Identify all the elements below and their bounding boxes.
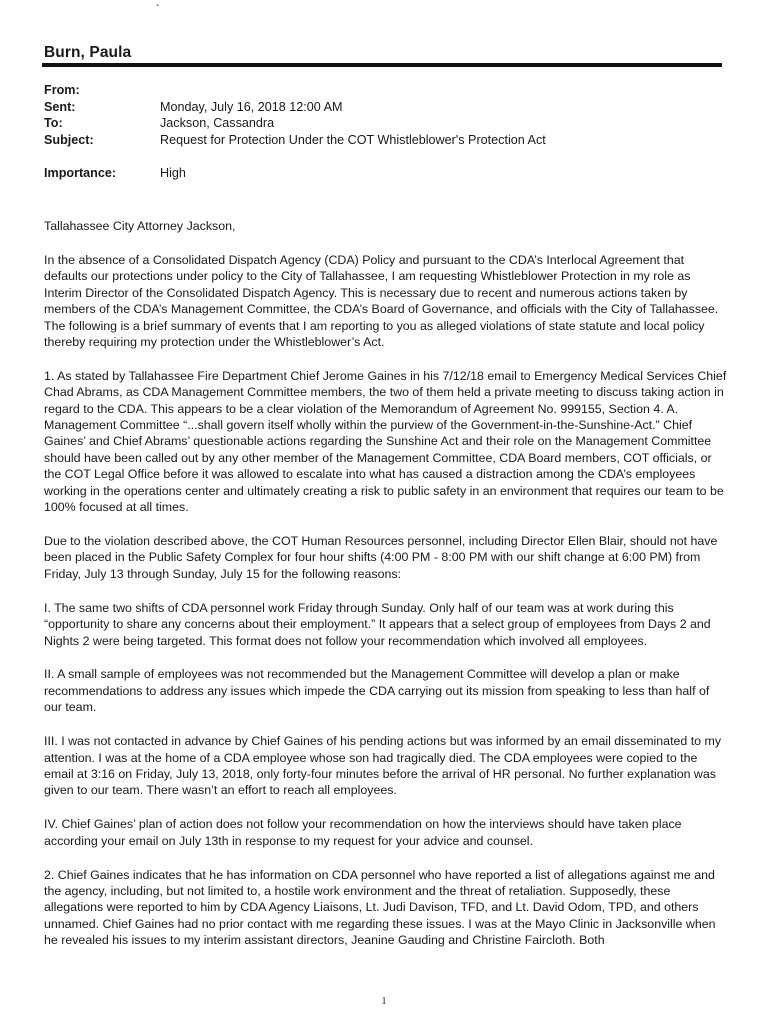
body-paragraph: IV. Chief Gaines’ plan of action does not follow your recommendation on how the interviews should have taken place according your email on July 13th in response to my request for your advice and counsel. xyxy=(44,817,682,848)
body-paragraph: III. I was not contacted in advance by Chief Gaines of his pending actions but was informed by an email disseminated to my attention. I was at the home of a CDA employee whose son had tragically died. The CDA employees were copied to the email at 3:16 on Friday, July 13, 2018, only forty-four minutes before the arrival of HR personal. No further explanation was given to our team. There wasn’t an effort to reach all employees. xyxy=(44,734,722,798)
importance-value: High xyxy=(160,166,186,180)
email-body xyxy=(44,218,728,966)
body-paragraph: 2. Chief Gaines indicates that he has information on CDA personnel who have reported a list of allegations against me and the agency, including, but not limited to, a hostile work environment and the threat of retaliation. Supposedly, these allegations were reported to him by CDA Agency Liaisons, Lt. Judi Davison, TFD, and Lt. David Odom, TPD, and others unnamed. Chief Gaines had no prior contact with me regarding these issues. I was at the Mayo Clinic in Jacksonville when he revealed his issues to my interim assistant directors, Jeanine Gauding and Christine Faircloth. Both xyxy=(44,867,716,948)
importance-row xyxy=(44,165,724,182)
header-divider xyxy=(42,63,722,67)
body-paragraph: Due to the violation described above, the COT Human Resources personnel, including Director Ellen Blair, should not have been placed in the Public Safety Complex for four hour shifts (4:00 PM - 8:00 PM with our shift change at 6:00 PM) from Friday, July 13 through Sunday, July 15 for the following reasons: xyxy=(44,534,718,581)
to-label: To: xyxy=(44,116,63,130)
to-value: Jackson, Cassandra xyxy=(160,116,275,130)
subject-value: Request for Protection Under the COT Whistleblower's Protection Act xyxy=(160,132,546,147)
to-row xyxy=(44,115,724,132)
sender-name: Burn, Paula xyxy=(44,44,132,61)
email-headers xyxy=(44,82,724,182)
from-row xyxy=(44,82,724,99)
page-number: 1 xyxy=(381,996,387,1007)
scan-mark: - xyxy=(156,0,160,11)
from-label: From: xyxy=(44,83,80,97)
from-value xyxy=(160,82,724,99)
body-paragraph: II. A small sample of employees was not recommended but the Management Committee will develop a plan or make recommendations to address any issues which impede the CDA carrying out its mission from speaking to less than half of our team. xyxy=(44,667,710,715)
subject-row xyxy=(44,132,724,149)
sent-label: Sent: xyxy=(44,99,76,114)
sent-value: Monday, July 16, 2018 12:00 AM xyxy=(160,99,343,114)
body-paragraph: 1. As stated by Tallahassee Fire Department Chief Jerome Gaines in his 7/12/18 email to Emergency Medical Services Chief Chad Abrams, as CDA Management Committee members, the two of them held a private meeting to discuss taking action in regard to the CDA. This appears to be a clear violation of the Memorandum of Agreement No. 999155, Section 4. A. Management Committee “...shall govern itself wholly within the purview of the Government-in-the-Sunshine-Act.” Chief Gaines’ and Chief Abrams’ questionable actions regarding the Sunshine Act and their role on the Management Committee should have been called out by any other member of the Management Committee, CDA Board members, COT officials, or the COT Legal Office before it was allowed to escalate into what has caused a distraction among the CDA’s employees working in the operations center and ultimately creating a risk to public safety in an environment that requires our team to be 100% focused at all times. xyxy=(44,368,727,515)
body-paragraph: In the absence of a Consolidated Dispatch Agency (CDA) Policy and pursuant to the CDA’s Interlocal Agreement that defaults our protections under policy to the City of Tallahassee, I am requesting Whistleblower Protection in my role as Interim Director of the Consolidated Dispatch Agency. This is necessary due to recent and numerous actions taken by members of the CDA’s Management Committee, the CDA’s Board of Governance, and officials with the City of Tallahassee. The following is a brief summary of events that I am reporting to you as alleged violations of state statute and local policy thereby requiring my protection under the Whistleblower’s Act. xyxy=(44,252,719,349)
importance-label: Importance: xyxy=(44,166,117,180)
body-paragraph: I. The same two shifts of CDA personnel work Friday through Sunday. Only half of our team was at work during this “opportunity to share any concerns about their employment.” It appears that a select group of employees from Days 2 and Nights 2 were being targeted. This format does not follow your recommendation which involved all employees. xyxy=(44,600,711,648)
salutation: Tallahassee City Attorney Jackson, xyxy=(44,219,236,233)
subject-label: Subject: xyxy=(44,132,94,147)
sent-row xyxy=(44,99,724,116)
